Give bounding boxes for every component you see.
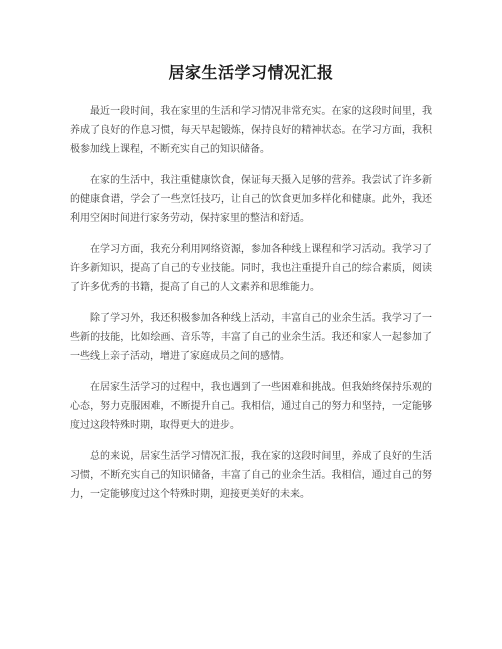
document-title: 居家生活学习情况汇报 [168,63,334,82]
paragraph-4: 除了学习外，我还积极参加各种线上活动，丰富自己的业余生活。我学习了一些新的技能，比如绘画、音乐等，丰富了自己的业余生活。我还和家人一起参加了一些线上亲子活动，增进了家庭成员之间的感情。 [70,313,432,362]
paragraph-5: 在居家生活学习的过程中，我也遇到了一些困难和挑战。但我始终保持乐观的心态，努力克服困难，不断提升自己。我相信，通过自己的努力和坚持，一定能够度过这段特殊时期，取得更大的进步。 [70,382,432,431]
paragraph-2: 在家的生活中，我注重健康饮食，保证每天摄入足够的营养。我尝试了许多新的健康食谱，学会了一些烹饪技巧，让自己的饮食更加多样化和健康。此外，我还利用空闲时间进行家务劳动，保持家里的整洁和舒适。 [70,175,432,224]
paragraph-1: 最近一段时间，我在家里的生活和学习情况非常充实。在家的这段时间里，我养成了良好的作息习惯，每天早起锻炼，保持良好的精神状态。在学习方面，我积极参加线上课程，不断充实自己的知识储备。 [70,106,432,155]
paragraph-3: 在学习方面，我充分利用网络资源，参加各种线上课程和学习活动。我学习了许多新知识，提高了自己的专业技能。同时，我也注重提升自己的综合素质，阅读了许多优秀的书籍，提高了自己的人文素养和思维能力。 [70,244,432,293]
paragraph-6: 总的来说，居家生活学习情况汇报，我在家的这段时间里，养成了良好的生活习惯，不断充实自己的知识储备，丰富了自己的业余生活。我相信，通过自己的努力，一定能够度过这个特殊时期，迎接更美好的未来。 [70,451,432,500]
